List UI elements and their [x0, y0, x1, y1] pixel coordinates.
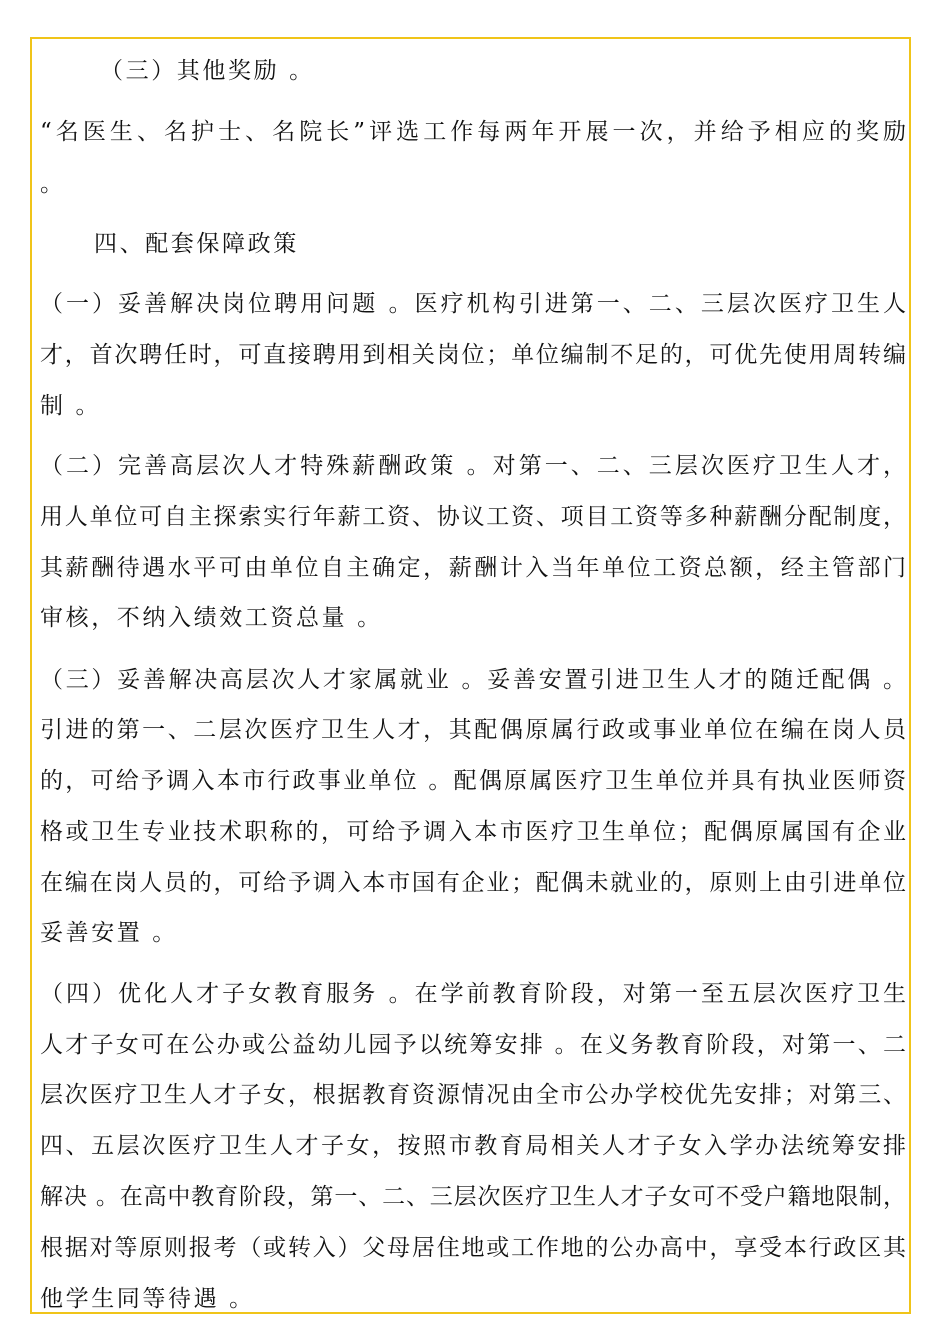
paragraph-line: 。 — [40, 171, 66, 197]
paragraph-line: 人才子女可在公办或公益幼儿园予以统筹安排 。在义务教育阶段，对第一、二 — [40, 1032, 906, 1058]
paragraph-line: （一）妥善解决岗位聘用问题 。医疗机构引进第一、二、三层次医疗卫生人 — [40, 291, 906, 317]
paragraph-line: 的，可给予调入本市行政事业单位 。配偶原属医疗卫生单位并具有执业医师资 — [40, 768, 906, 794]
heading-other-rewards: （三）其他奖励 。 — [100, 58, 315, 84]
paragraph-line: 审核，不纳入绩效工资总量 。 — [40, 605, 383, 631]
paragraph-line: 格或卫生专业技术职称的，可给予调入本市医疗卫生单位；配偶原属国有企业 — [40, 819, 906, 845]
paragraph-line: 才，首次聘任时，可直接聘用到相关岗位；单位编制不足的，可优先使用周转编 — [40, 342, 906, 368]
section-heading-supporting-policies: 四、配套保障政策 — [94, 231, 299, 257]
paragraph-line: 他学生同等待遇 。 — [40, 1286, 255, 1312]
paragraph-line: 其薪酬待遇水平可由单位自主确定，薪酬计入当年单位工资总额，经主管部门 — [40, 555, 906, 581]
paragraph-line: “名医生、名护士、名院长”评选工作每两年开展一次，并给予相应的奖励 — [40, 119, 906, 145]
paragraph-line: 四、五层次医疗卫生人才子女，按照市教育局相关人才子女入学办法统筹安排 — [40, 1133, 906, 1159]
paragraph-line: 制 。 — [40, 393, 102, 419]
paragraph-line: 解决 。在高中教育阶段，第一、二、三层次医疗卫生人才子女可不受户籍地限制， — [40, 1184, 906, 1210]
paragraph-line: 用人单位可自主探索实行年薪工资、协议工资、项目工资等多种薪酬分配制度， — [40, 504, 906, 530]
paragraph-line: （二）完善高层次人才特殊薪酬政策 。对第一、二、三层次医疗卫生人才， — [40, 453, 906, 479]
paragraph-line: 在编在岗人员的，可给予调入本市国有企业；配偶未就业的，原则上由引进单位 — [40, 870, 906, 896]
paragraph-line: 引进的第一、二层次医疗卫生人才，其配偶原属行政或事业单位在编在岗人员 — [40, 717, 906, 743]
paragraph-line: （四）优化人才子女教育服务 。在学前教育阶段，对第一至五层次医疗卫生 — [40, 981, 906, 1007]
paragraph-line: 妥善安置 。 — [40, 920, 178, 946]
paragraph-line: 层次医疗卫生人才子女，根据教育资源情况由全市公办学校优先安排；对第三、 — [40, 1082, 906, 1108]
paragraph-line: 根据对等原则报考（或转入）父母居住地或工作地的公办高中，享受本行政区其 — [40, 1235, 906, 1261]
paragraph-line: （三）妥善解决高层次人才家属就业 。妥善安置引进卫生人才的随迁配偶 。 — [40, 667, 906, 693]
